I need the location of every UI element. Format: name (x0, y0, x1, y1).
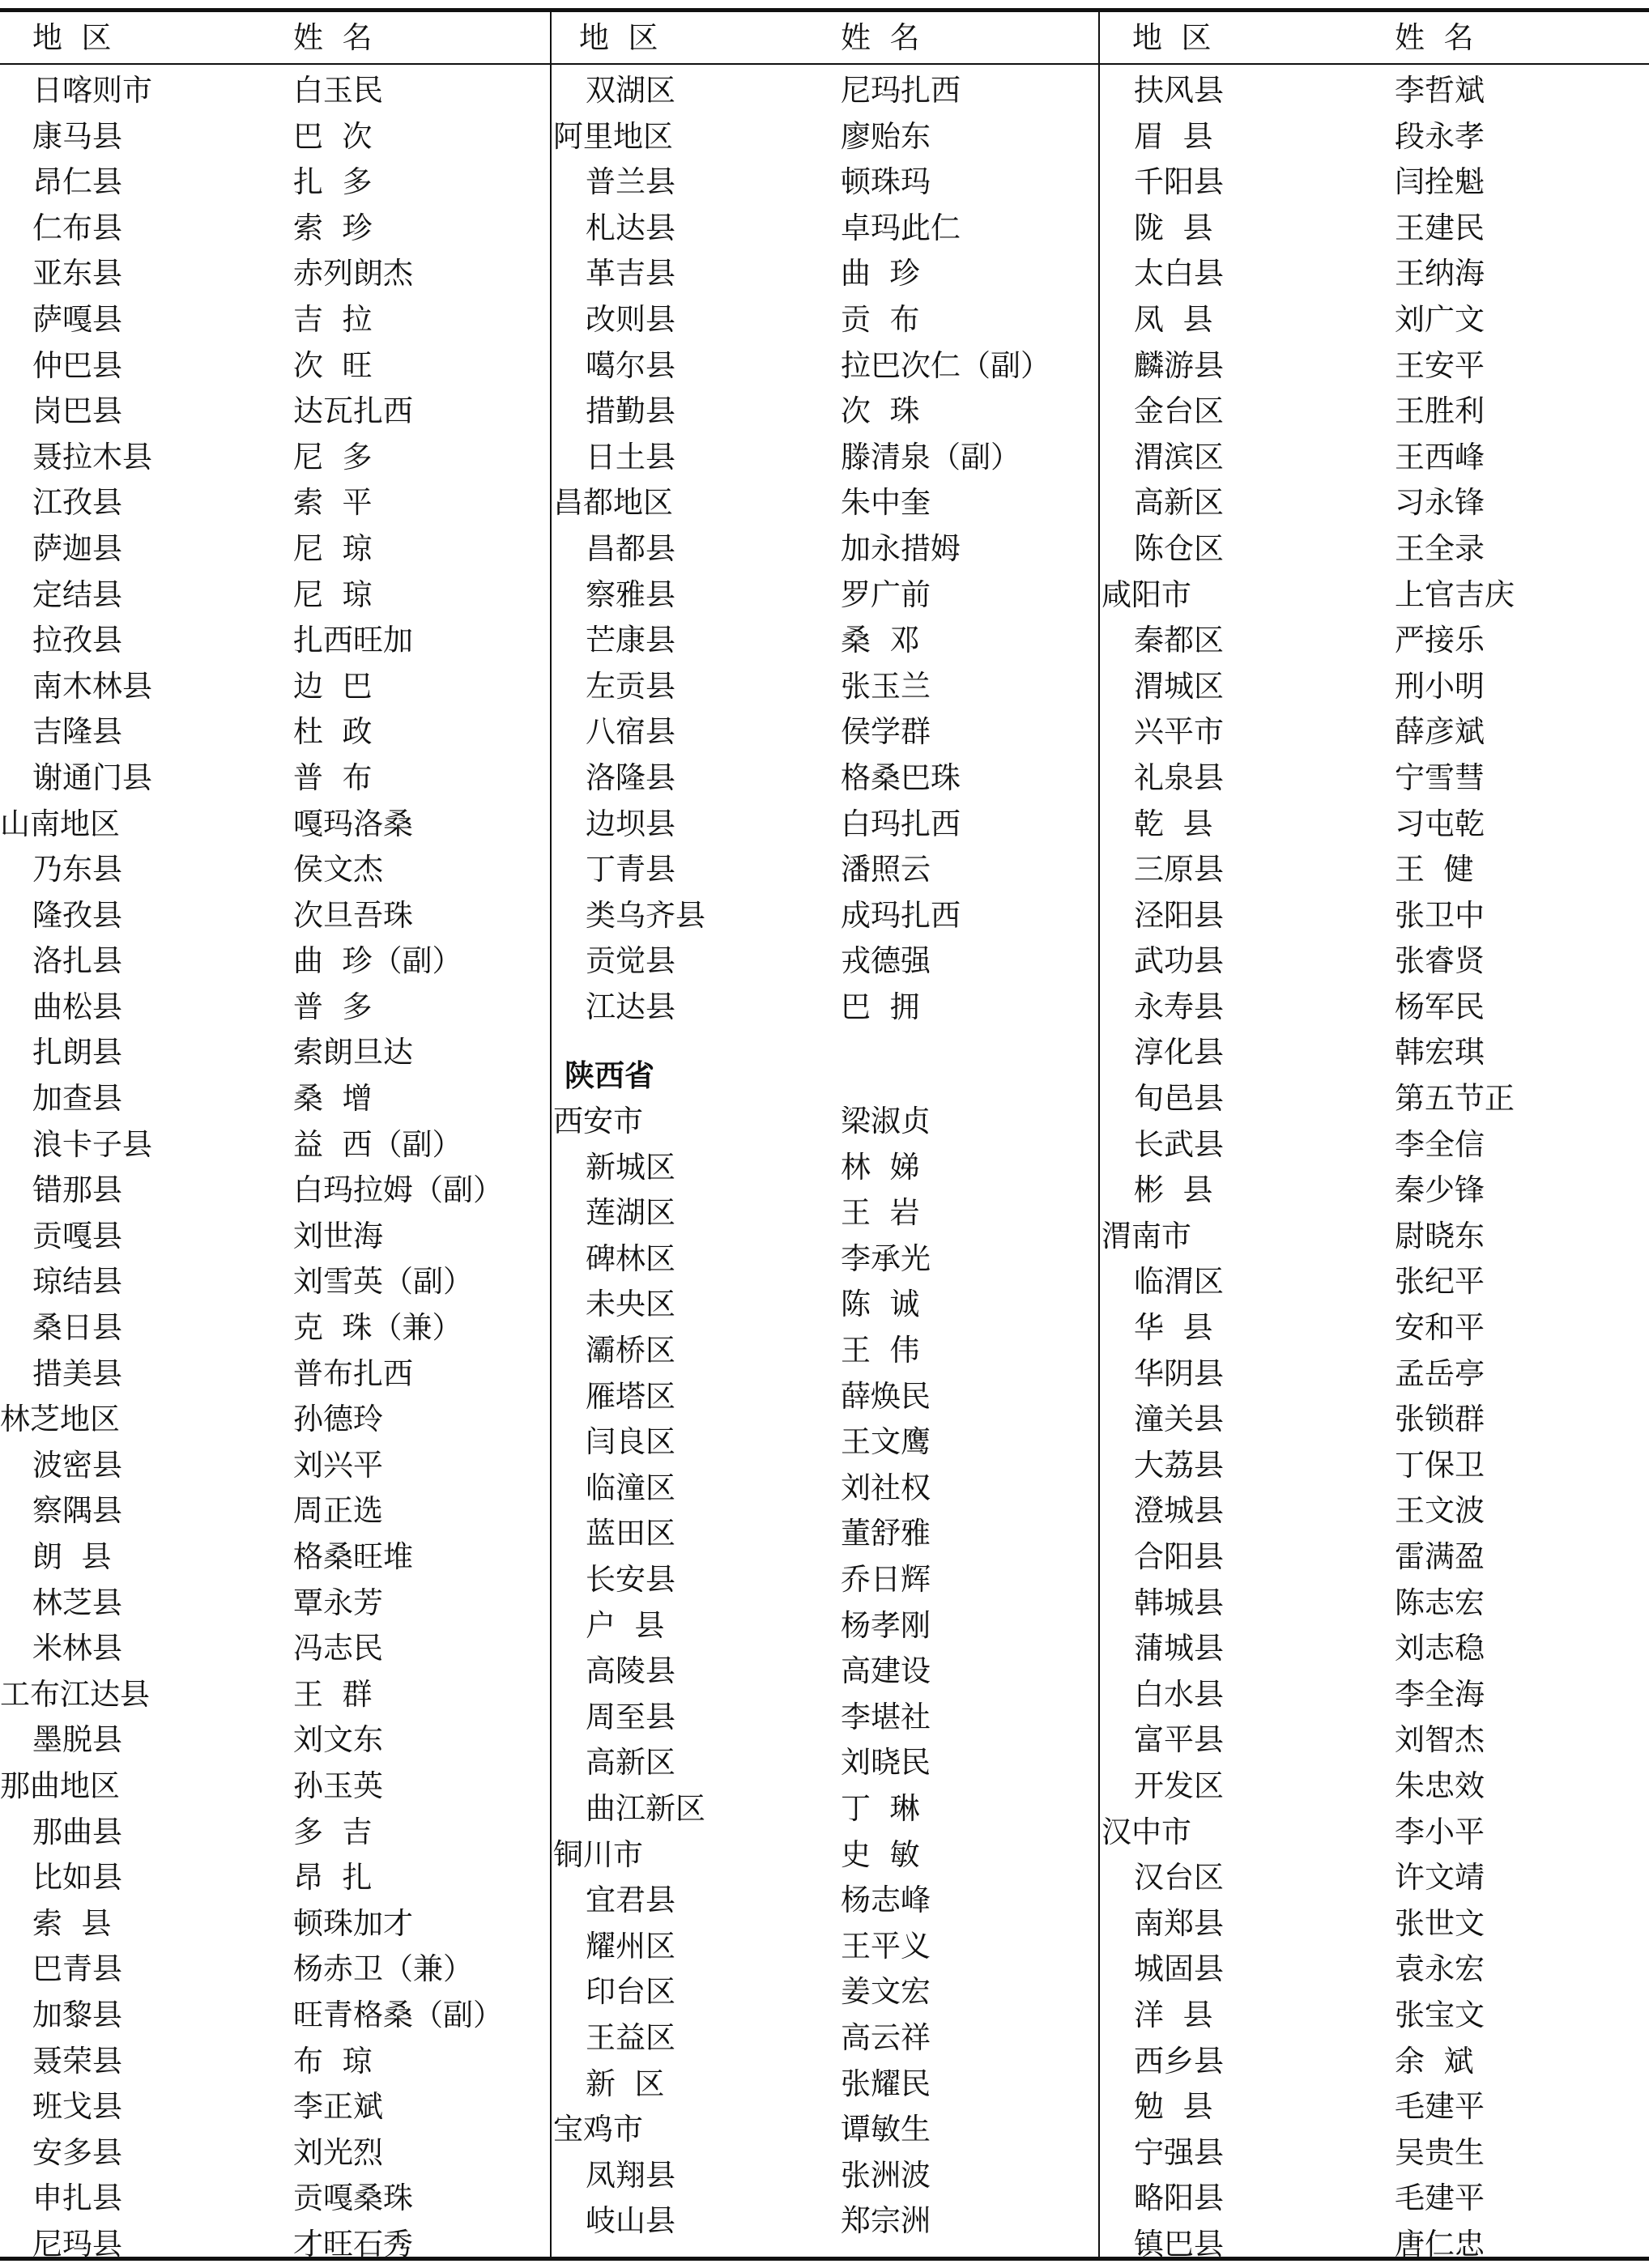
name-cell: 郑宗洲 (841, 2203, 931, 2239)
region-cell: 曲江新区 (586, 1790, 705, 1826)
region-cell: 札达县 (586, 210, 675, 245)
name-cell: 严接乐 (1395, 623, 1485, 658)
name-cell: 张宝文 (1395, 1997, 1485, 2032)
name-cell: 袁永宏 (1395, 1951, 1485, 1987)
region-cell: 汉台区 (1134, 1860, 1224, 1896)
name-cell: 罗广前 (841, 577, 931, 612)
region-cell: 洛隆县 (586, 760, 675, 795)
header-name: 姓 名 (1395, 20, 1474, 55)
region-cell: 长安县 (586, 1562, 675, 1597)
name-cell: 索 平 (293, 485, 373, 521)
name-cell: 王平义 (841, 1928, 931, 1964)
name-cell: 王西峰 (1395, 439, 1485, 474)
name-cell: 杜 政 (293, 714, 373, 750)
region-cell: 桑日县 (32, 1310, 122, 1346)
name-cell: 赤列朗杰 (293, 256, 413, 291)
name-cell: 尼 多 (293, 439, 373, 474)
region-cell: 洋 县 (1134, 1997, 1213, 2032)
name-cell: 孟岳亭 (1395, 1355, 1485, 1391)
region-cell: 蓝田区 (586, 1516, 675, 1551)
name-cell: 张纪平 (1395, 1264, 1485, 1300)
region-cell: 江孜县 (32, 485, 122, 521)
region-cell: 麟游县 (1134, 347, 1224, 383)
region-cell: 金台区 (1134, 394, 1224, 429)
name-cell: 周正选 (293, 1493, 383, 1529)
name-cell: 王文波 (1395, 1493, 1485, 1529)
name-cell: 益 西（副） (293, 1126, 462, 1162)
region-cell: 华阴县 (1134, 1355, 1224, 1391)
name-cell: 唐仁忠 (1395, 2226, 1485, 2262)
region-cell: 镇巴县 (1134, 2226, 1224, 2262)
region-cell: 陈仓区 (1134, 530, 1224, 566)
name-cell: 宁雪彗 (1395, 760, 1485, 795)
name-cell: 刘雪英（副） (293, 1264, 473, 1300)
name-cell: 第五节正 (1395, 1081, 1515, 1117)
region-cell: 兴平市 (1134, 714, 1224, 750)
name-cell: 次旦吾珠 (293, 897, 413, 933)
region-cell: 聂拉木县 (32, 439, 152, 474)
name-cell: 张耀民 (841, 2066, 931, 2101)
header-region: 地 区 (1132, 20, 1212, 55)
name-cell: 侯文杰 (293, 852, 383, 887)
region-cell: 永寿县 (1134, 989, 1224, 1024)
region-cell: 琼结县 (32, 1264, 122, 1300)
region-cell: 新城区 (586, 1149, 675, 1185)
region-cell: 闫良区 (586, 1424, 675, 1460)
region-cell: 渭滨区 (1134, 439, 1224, 474)
region-cell: 千阳县 (1134, 164, 1224, 200)
name-cell: 白玛扎西 (841, 806, 961, 841)
name-cell: 旺青格桑（副） (293, 1997, 503, 2032)
name-cell: 扎 多 (293, 164, 373, 200)
region-cell: 潼关县 (1134, 1402, 1224, 1437)
name-cell: 桑 邓 (841, 623, 920, 658)
region-cell: 吉隆县 (32, 714, 122, 750)
name-cell: 尉晓东 (1395, 1218, 1485, 1253)
name-cell: 刘晓民 (841, 1745, 931, 1781)
region-cell: 韩城县 (1134, 1585, 1224, 1620)
name-cell: 王纳海 (1395, 256, 1485, 291)
region-cell: 普兰县 (586, 164, 675, 200)
region-cell: 巴青县 (32, 1951, 122, 1987)
region-cell: 开发区 (1134, 1768, 1224, 1803)
name-cell: 索 珍 (293, 210, 373, 245)
name-cell: 普 布 (293, 760, 373, 795)
region-cell: 岐山县 (586, 2203, 675, 2239)
name-cell: 董舒雅 (841, 1516, 931, 1551)
region-cell: 王益区 (586, 2019, 675, 2055)
region-cell: 萨嘎县 (32, 301, 122, 337)
name-cell: 刘兴平 (293, 1447, 383, 1483)
name-cell: 李承光 (841, 1240, 931, 1276)
name-cell: 乔日辉 (841, 1562, 931, 1597)
region-cell: 那曲县 (32, 1814, 122, 1849)
region-cell: 耀州区 (586, 1928, 675, 1964)
name-cell: 丁保卫 (1395, 1447, 1485, 1483)
header-region: 地 区 (32, 20, 112, 55)
name-cell: 张玉兰 (841, 668, 931, 704)
name-cell: 史 敏 (841, 1836, 920, 1872)
region-cell: 南木林县 (32, 668, 152, 704)
region-cell: 昌都县 (586, 530, 675, 566)
region-cell: 丁青县 (586, 852, 675, 887)
region-cell: 咸阳市 (1101, 577, 1191, 612)
name-cell: 孙玉英 (293, 1768, 383, 1803)
region-cell: 户 县 (586, 1607, 665, 1643)
name-cell: 张世文 (1395, 1905, 1485, 1941)
region-cell: 旬邑县 (1134, 1081, 1224, 1117)
name-cell: 许文靖 (1395, 1860, 1485, 1896)
column-divider (550, 8, 552, 2259)
name-cell: 尼 琼 (293, 530, 373, 566)
name-cell: 薛彦斌 (1395, 714, 1485, 750)
name-cell: 刘社权 (841, 1470, 931, 1505)
region-cell: 林芝县 (32, 1585, 122, 1620)
name-cell: 巴 拥 (841, 989, 920, 1024)
region-cell: 班戈县 (32, 2089, 122, 2125)
name-cell: 毛建平 (1395, 2181, 1485, 2216)
region-cell: 秦都区 (1134, 623, 1224, 658)
name-cell: 刘光烈 (293, 2134, 383, 2170)
name-cell: 秦少锋 (1395, 1172, 1485, 1208)
name-cell: 薛焕民 (841, 1378, 931, 1414)
name-cell: 昂 扎 (293, 1860, 373, 1896)
name-cell: 刘文东 (293, 1722, 383, 1758)
region-cell: 昂仁县 (32, 164, 122, 200)
name-cell: 潘照云 (841, 852, 931, 887)
name-cell: 扎西旺加 (293, 623, 413, 658)
name-cell: 雷满盈 (1395, 1539, 1485, 1574)
region-cell: 新 区 (586, 2066, 665, 2101)
name-cell: 习永锋 (1395, 485, 1485, 521)
name-cell: 杨孝刚 (841, 1607, 931, 1643)
name-cell: 上官吉庆 (1395, 577, 1515, 612)
region-cell: 申扎县 (32, 2181, 122, 2216)
region-cell: 贡觉县 (586, 943, 675, 979)
region-cell: 高新区 (586, 1745, 675, 1781)
table-column-2 (553, 0, 1098, 2265)
region-cell: 亚东县 (32, 256, 122, 291)
region-cell: 仁布县 (32, 210, 122, 245)
region-cell: 曲松县 (32, 989, 122, 1024)
region-cell: 蒲城县 (1134, 1631, 1224, 1666)
name-cell: 普布扎西 (293, 1355, 413, 1391)
name-cell: 李小平 (1395, 1814, 1485, 1849)
name-cell: 尼玛扎西 (841, 73, 961, 108)
name-cell: 卓玛此仁 (841, 210, 961, 245)
region-cell: 察雅县 (586, 577, 675, 612)
region-cell: 西乡县 (1134, 2043, 1224, 2079)
region-cell: 改则县 (586, 301, 675, 337)
name-cell: 廖贻东 (841, 118, 931, 154)
name-cell: 拉巴次仁（副） (841, 347, 1050, 383)
region-cell: 乃东县 (32, 852, 122, 887)
name-cell: 刘智杰 (1395, 1722, 1485, 1758)
name-cell: 成玛扎西 (841, 897, 961, 933)
name-cell: 毛建平 (1395, 2089, 1485, 2125)
region-cell: 米林县 (32, 1631, 122, 1666)
name-cell: 段永孝 (1395, 118, 1485, 154)
name-cell: 张卫中 (1395, 897, 1485, 933)
region-cell: 错那县 (32, 1172, 122, 1208)
name-cell: 白玉民 (293, 73, 383, 108)
name-cell: 贡 布 (841, 301, 920, 337)
region-cell: 墨脱县 (32, 1722, 122, 1758)
name-cell: 姜文宏 (841, 1974, 931, 2010)
region-cell: 长武县 (1134, 1126, 1224, 1162)
name-cell: 高建设 (841, 1653, 931, 1689)
name-cell: 加永措姆 (841, 530, 961, 566)
region-cell: 阿里地区 (553, 118, 673, 154)
region-cell: 扎朗县 (32, 1035, 122, 1070)
name-cell: 王胜利 (1395, 394, 1485, 429)
region-cell: 宁强县 (1134, 2134, 1224, 2170)
name-cell: 巴 次 (293, 118, 373, 154)
region-cell: 江达县 (586, 989, 675, 1024)
region-cell: 措美县 (32, 1355, 122, 1391)
region-cell: 白水县 (1134, 1676, 1224, 1712)
region-cell: 类乌齐县 (586, 897, 705, 933)
name-cell: 李全信 (1395, 1126, 1485, 1162)
region-cell: 岗巴县 (32, 394, 122, 429)
region-cell: 合阳县 (1134, 1539, 1224, 1574)
name-cell: 王文鹰 (841, 1424, 931, 1460)
name-cell: 李堪社 (841, 1699, 931, 1734)
name-cell: 索朗旦达 (293, 1035, 413, 1070)
region-cell: 革吉县 (586, 256, 675, 291)
region-cell: 印台区 (586, 1974, 675, 2010)
name-cell: 克 珠（兼） (293, 1310, 462, 1346)
name-cell: 滕清泉（副） (841, 439, 1021, 474)
region-cell: 朗 县 (32, 1539, 112, 1574)
name-cell: 嘎玛洛桑 (293, 806, 413, 841)
name-cell: 陈 诚 (841, 1287, 920, 1322)
region-cell: 比如县 (32, 1860, 122, 1896)
region-cell: 日土县 (586, 439, 675, 474)
name-cell: 朱忠效 (1395, 1768, 1485, 1803)
region-cell: 工布江达县 (0, 1676, 150, 1712)
region-cell: 察隅县 (32, 1493, 122, 1529)
region-cell: 凤 县 (1134, 301, 1213, 337)
name-cell: 丁 琳 (841, 1790, 920, 1826)
region-cell: 浪卡子县 (32, 1126, 152, 1162)
region-cell: 临潼区 (586, 1470, 675, 1505)
name-cell: 余 斌 (1395, 2043, 1474, 2079)
name-cell: 刘广文 (1395, 301, 1485, 337)
region-cell: 措勤县 (586, 394, 675, 429)
region-cell: 凤翔县 (586, 2157, 675, 2193)
region-cell: 尼玛县 (32, 2226, 122, 2262)
name-cell: 王全录 (1395, 530, 1485, 566)
name-cell: 陈志宏 (1395, 1585, 1485, 1620)
region-cell: 太白县 (1134, 256, 1224, 291)
region-cell: 略阳县 (1134, 2181, 1224, 2216)
region-cell: 加黎县 (32, 1997, 122, 2032)
name-cell: 戎德强 (841, 943, 931, 979)
region-cell: 隆孜县 (32, 897, 122, 933)
region-cell: 武功县 (1134, 943, 1224, 979)
region-cell: 噶尔县 (586, 347, 675, 383)
name-cell: 梁淑贞 (841, 1104, 931, 1139)
region-cell: 灞桥区 (586, 1333, 675, 1368)
name-cell: 习屯乾 (1395, 806, 1485, 841)
name-cell: 格桑巴珠 (841, 760, 961, 795)
region-cell: 左贡县 (586, 668, 675, 704)
table-column-1 (0, 0, 550, 2265)
region-cell: 林芝地区 (0, 1402, 120, 1437)
name-cell: 吴贵生 (1395, 2134, 1485, 2170)
region-cell: 勉 县 (1134, 2089, 1213, 2125)
name-cell: 李哲斌 (1395, 73, 1485, 108)
region-cell: 山南地区 (0, 806, 120, 841)
region-cell: 大荔县 (1134, 1447, 1224, 1483)
region-cell: 安多县 (32, 2134, 122, 2170)
name-cell: 朱中奎 (841, 485, 931, 521)
region-cell: 芒康县 (586, 623, 675, 658)
name-cell: 李全海 (1395, 1676, 1485, 1712)
name-cell: 韩宏琪 (1395, 1035, 1485, 1070)
region-cell: 宜君县 (586, 1883, 675, 1918)
name-cell: 王建民 (1395, 210, 1485, 245)
name-cell: 李正斌 (293, 2089, 383, 2125)
name-cell: 达瓦扎西 (293, 394, 413, 429)
region-cell: 渭城区 (1134, 668, 1224, 704)
name-cell: 谭敏生 (841, 2112, 931, 2147)
name-cell: 侯学群 (841, 714, 931, 750)
region-cell: 仲巴县 (32, 347, 122, 383)
name-cell: 顿珠加才 (293, 1905, 413, 1941)
name-cell: 张洲波 (841, 2157, 931, 2193)
region-cell: 聂荣县 (32, 2043, 122, 2079)
name-cell: 贡嘎桑珠 (293, 2181, 413, 2216)
name-cell: 刘世海 (293, 1218, 383, 1253)
region-cell: 渭南市 (1101, 1218, 1191, 1253)
name-cell: 张睿贤 (1395, 943, 1485, 979)
region-cell: 高陵县 (586, 1653, 675, 1689)
region-cell: 雁塔区 (586, 1378, 675, 1414)
name-cell: 冯志民 (293, 1631, 383, 1666)
region-cell: 昌都地区 (553, 485, 673, 521)
region-cell: 临渭区 (1134, 1264, 1224, 1300)
region-cell: 贡嘎县 (32, 1218, 122, 1253)
name-cell: 刘志稳 (1395, 1631, 1485, 1666)
region-cell: 康马县 (32, 118, 122, 154)
region-cell: 萨迦县 (32, 530, 122, 566)
name-cell: 多 吉 (293, 1814, 373, 1849)
region-cell: 定结县 (32, 577, 122, 612)
region-cell: 眉 县 (1134, 118, 1213, 154)
region-cell: 莲湖区 (586, 1195, 675, 1231)
name-cell: 普 多 (293, 989, 373, 1024)
region-cell: 谢通门县 (32, 760, 152, 795)
column-divider (1098, 8, 1100, 2259)
region-cell: 陇 县 (1134, 210, 1213, 245)
region-cell: 乾 县 (1134, 806, 1213, 841)
name-cell: 格桑旺堆 (293, 1539, 413, 1574)
region-cell: 城固县 (1134, 1951, 1224, 1987)
name-cell: 林 娣 (841, 1149, 920, 1185)
name-cell: 王 健 (1395, 852, 1474, 887)
name-cell: 才旺石秀 (293, 2226, 413, 2262)
region-cell: 澄城县 (1134, 1493, 1224, 1529)
region-cell: 铜川市 (553, 1836, 643, 1872)
region-cell: 周至县 (586, 1699, 675, 1734)
name-cell: 覃永芳 (293, 1585, 383, 1620)
name-cell: 吉 拉 (293, 301, 373, 337)
region-cell: 扶风县 (1134, 73, 1224, 108)
name-cell: 次 珠 (841, 394, 920, 429)
region-cell: 三原县 (1134, 852, 1224, 887)
region-cell: 富平县 (1134, 1722, 1224, 1758)
region-cell: 华 县 (1134, 1310, 1213, 1346)
region-cell: 边坝县 (586, 806, 675, 841)
name-cell: 杨军民 (1395, 989, 1485, 1024)
region-cell: 波密县 (32, 1447, 122, 1483)
region-cell: 礼泉县 (1134, 760, 1224, 795)
region-cell: 洛扎县 (32, 943, 122, 979)
region-cell: 索 县 (32, 1905, 112, 1941)
name-cell: 张锁群 (1395, 1402, 1485, 1437)
region-cell: 八宿县 (586, 714, 675, 750)
name-cell: 桑 增 (293, 1081, 373, 1117)
name-cell: 顿珠玛 (841, 164, 931, 200)
region-cell: 彬 县 (1134, 1172, 1213, 1208)
region-cell: 那曲地区 (0, 1768, 120, 1803)
name-cell: 次 旺 (293, 347, 373, 383)
name-cell: 边 巴 (293, 668, 373, 704)
region-cell: 双湖区 (586, 73, 675, 108)
table-column-3 (1101, 0, 1649, 2265)
region-cell: 淳化县 (1134, 1035, 1224, 1070)
region-cell: 高新区 (1134, 485, 1224, 521)
region-cell: 宝鸡市 (553, 2112, 643, 2147)
name-cell: 安和平 (1395, 1310, 1485, 1346)
header-region: 地 区 (579, 20, 658, 55)
name-cell: 布 琼 (293, 2043, 373, 2079)
region-cell: 陕西省 (565, 1057, 654, 1094)
region-cell: 拉孜县 (32, 623, 122, 658)
region-cell: 南郑县 (1134, 1905, 1224, 1941)
name-cell: 刑小明 (1395, 668, 1485, 704)
name-cell: 孙德玲 (293, 1402, 383, 1437)
name-cell: 王 群 (293, 1676, 373, 1712)
region-cell: 日喀则市 (32, 73, 152, 108)
header-name: 姓 名 (293, 20, 373, 55)
name-cell: 曲 珍 (841, 256, 920, 291)
name-cell: 尼 琼 (293, 577, 373, 612)
name-cell: 杨赤卫（兼） (293, 1951, 473, 1987)
region-cell: 加查县 (32, 1081, 122, 1117)
region-cell: 碑林区 (586, 1240, 675, 1276)
name-cell: 白玛拉姆（副） (293, 1172, 503, 1208)
region-cell: 西安市 (553, 1104, 643, 1139)
name-cell: 高云祥 (841, 2019, 931, 2055)
name-cell: 杨志峰 (841, 1883, 931, 1918)
name-cell: 闫拴魁 (1395, 164, 1485, 200)
region-cell: 汉中市 (1101, 1814, 1191, 1849)
name-cell: 曲 珍（副） (293, 943, 462, 979)
name-cell: 王 伟 (841, 1333, 920, 1368)
name-cell: 王安平 (1395, 347, 1485, 383)
region-cell: 泾阳县 (1134, 897, 1224, 933)
header-name: 姓 名 (841, 20, 920, 55)
name-cell: 王 岩 (841, 1195, 920, 1231)
region-cell: 未央区 (586, 1287, 675, 1322)
